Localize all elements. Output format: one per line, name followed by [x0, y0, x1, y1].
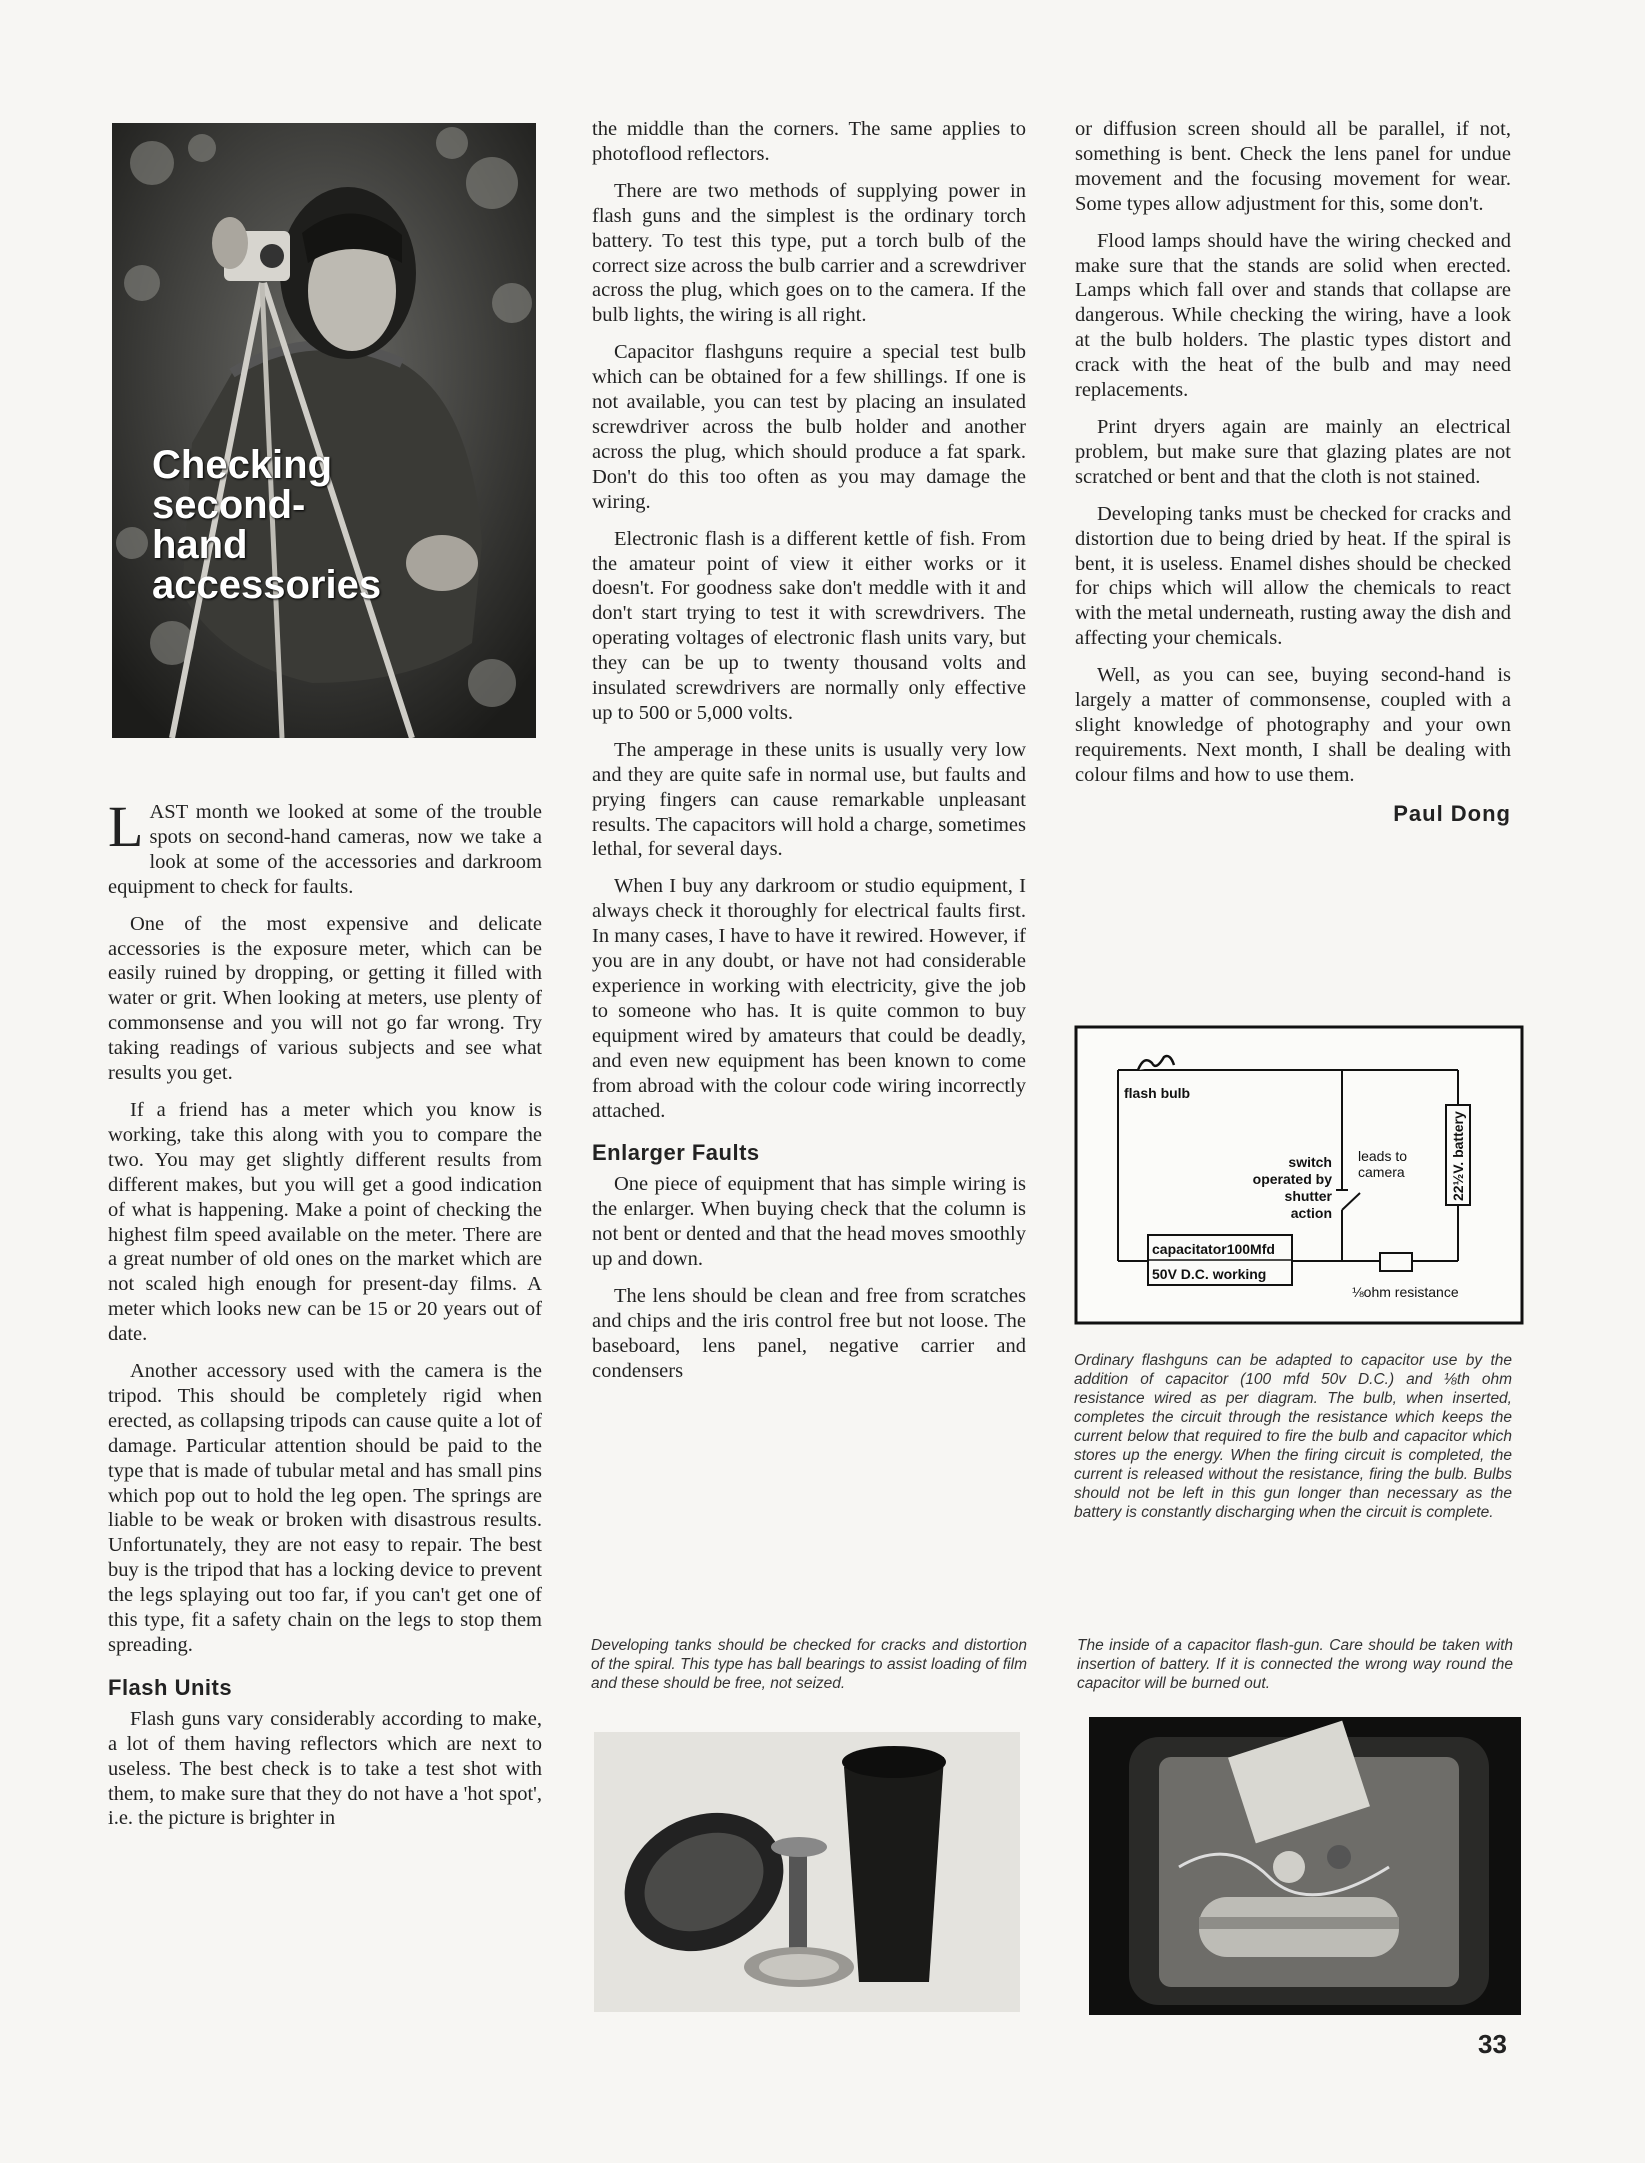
woman-with-camera-photo [112, 123, 536, 738]
paragraph: The amperage in these units is usually very low and they are quite safe in normal use, but faults and prying fingers can cause remarkable unpleasant results. The capacitors will hold a charge, sometimes lethal, for several days. [592, 738, 1026, 861]
paragraph: One piece of equipment that has simple wiring is the enlarger. When buying check that the column is not bent or dented and that the head moves smoothly up and down. [592, 1173, 1026, 1271]
paragraph: One of the most expensive and delicate accessories is the exposure meter, which can be easily ruined by dropping, or getting it filled with water or grit. When looking at meters, use plenty of commonsense and you will not go far wrong. Try taking readings of various subjects and see what results you get. [108, 912, 542, 1085]
title-line: hand [152, 523, 248, 567]
title-line: second- [152, 483, 306, 527]
diagram-caption: Ordinary flashguns can be adapted to capacitor use by the addition of capacitor (100 mfd 50v D.C.) and ⅛th ohm resistance wired as per diagram. The bulb, when inserted, completes the circuit through the resistance which keeps the current below that required to fire the bulb and capacitor which stores up the energy. When the firing circuit is completed, the current is released without the resistance, firing the bulb. Bulbs should not be left in this gun longer than necessary as the battery is constantly discharging when the circuit is complete. [1074, 1352, 1512, 1521]
paragraph: Print dryers again are mainly an electrical problem, but make sure that glazing plates are not scratched or bent and that the cloth is not stained. [1075, 415, 1511, 488]
resistor-symbol [1380, 1253, 1412, 1271]
section-heading-enlarger-faults: Enlarger Faults [592, 1140, 760, 1166]
flash-bulb-label: flash bulb [1124, 1085, 1191, 1101]
title-photo [112, 123, 536, 738]
developing-tank-image [594, 1732, 1020, 2012]
column-1 [108, 794, 542, 1843]
switch-label: switch [1288, 1154, 1332, 1170]
paragraph [108, 794, 542, 900]
column-3 [1075, 117, 1511, 827]
author-byline: Paul Dong [1393, 800, 1511, 826]
developing-tank-photo [594, 1732, 1020, 2012]
section-heading-flash-units: Flash Units [108, 1674, 233, 1700]
paragraph: The lens should be clean and free from scratches and chips and the iris control free but not loose. The baseboard, lens panel, negative carrier and condensers [592, 1284, 1026, 1382]
article-title [152, 445, 381, 605]
paragraph: or diffusion screen should all be parallel, if not, something is bent. Check the lens panel for undue movement and the focusing movement for wear. Some types allow adjustment for this, some don't. [1075, 118, 1511, 215]
column-2 [592, 117, 1026, 1396]
paragraph: Another accessory used with the camera is the tripod. This should be completely rigid when erected, as collapsing tripods can cause quite a lot of damage. Particular attention should be paid to the type that is made of tubular metal and has small pins which pop out to hold the leg open. The springs are liable to be weak or broken with disastrous results. Unfortunately, they are not easy to repair. The best buy is the tripod that has a locking device to prevent the legs splaying out too far, if you can't get one of this type, fit a safety chain on the legs to stop them spreading. [108, 1360, 542, 1656]
capacitor-label: 50V D.C. working [1152, 1266, 1267, 1282]
paragraph: Well, as you can see, buying second-hand is largely a matter of commonsense, coupled with a slight knowledge of photography and your own requirements. Next month, I shall be dealing with colour films and how to use them. [1075, 664, 1511, 786]
title-line: Checking [152, 443, 333, 487]
title-line: accessories [152, 563, 382, 607]
paragraph-text: AST month we looked at some of the trouble spots on second-hand cameras, now we take a look at some of the accessories and darkroom equipment to check for faults. [108, 801, 542, 898]
flashgun-interior-photo [1089, 1717, 1521, 2015]
switch-label: operated by [1252, 1171, 1332, 1187]
paragraph: Flash guns vary considerably according to make, a lot of them having reflectors which are next to useless. The best check is to take a test shot with them, to make sure that they do not have a 'hot spot', i.e. the picture is brighter in [108, 1707, 542, 1830]
drop-cap: L [108, 794, 144, 859]
paragraph: Developing tanks must be checked for cracks and distortion due to being dried by heat. If the spiral is bent, it is useless. Enamel dishes should be checked for chips which will allow the chemicals to react with the metal underneath, rusting away the dish and affecting your chemicals. [1075, 502, 1511, 650]
paragraph: Electronic flash is a different kettle of fish. From the amateur point of view it either works or it doesn't. For goodness sake don't meddle with it and don't start trying to test it with screwdrivers. The operating voltages of electronic flash units vary, but they can be up to twenty thousand volts and insulated screwdrivers are normally only effective up to 500 or 5,000 volts. [592, 527, 1026, 724]
paragraph: Flood lamps should have the wiring checked and make sure that the stands are solid when erected. Lamps which fall over and stands that collapse are dangerous. While checking the wiring, have a look at the bulb holders. The plastic types distort and crack with the heat of the bulb and may need replacements. [1075, 229, 1511, 402]
paragraph: When I buy any darkroom or studio equipment, I always check it thoroughly for electrical faults first. In many cases, I have to have it rewired. However, if you are in any doubt, or have not had considerable experience in working with electricity, give the job to someone who has. It is quite common to buy equipment wired by amateurs that could be deadly, and even new equipment has been known to come from abroad with the colour code wiring incorrectly attached. [592, 875, 1026, 1122]
battery-label: 22½V. battery [1450, 1111, 1466, 1201]
paragraph: If a friend has a meter which you know is working, take this along with you to compare the two. You may get slightly different results from different makes, but you will get a good indication of what is happening. Make a point of checking the highest film speed available on the meter. There are a great number of old ones on the market which are not scaled high enough for present-day films. A meter which looks new can be 15 or 20 years out of date. [108, 1098, 542, 1346]
leads-label: leads to [1358, 1148, 1408, 1164]
leads-label: camera [1358, 1164, 1405, 1180]
page-number: 33 [1478, 2029, 1507, 2059]
paragraph: There are two methods of supplying power in flash guns and the simplest is the ordinary torch battery. To test this type, put a torch bulb of the correct size across the bulb carrier and a screwdriver across the plug, which goes on to the camera. If the bulb lights, the wiring is all right. [592, 179, 1026, 327]
tank-caption: Developing tanks should be checked for cracks and distortion of the spiral. This type has ball bearings to assist loading of film and these should be free, not seized. [591, 1637, 1027, 1692]
switch-label: shutter [1284, 1188, 1332, 1204]
circuit-diagram [1074, 1025, 1524, 1325]
flashgun-image [1089, 1717, 1521, 2015]
resistance-label: ⅛ohm resistance [1352, 1284, 1459, 1300]
paragraph: Capacitor flashguns require a special test bulb which can be obtained for a few shillings. If one is not available, you can test by placing an insulated screwdriver across the bulb holder and another across the plug, which should produce a fat spark. Don't do this too often as you may damage the wiring. [592, 341, 1026, 513]
flashgun-caption: The inside of a capacitor flash-gun. Care should be taken with insertion of battery. If it is connected the wrong way round the capacitor will be burned out. [1077, 1637, 1513, 1692]
paragraph: the middle than the corners. The same applies to photoflood reflectors. [592, 118, 1026, 165]
capacitor-label: capacitator100Mfd [1152, 1241, 1275, 1257]
switch-label: action [1290, 1205, 1332, 1221]
